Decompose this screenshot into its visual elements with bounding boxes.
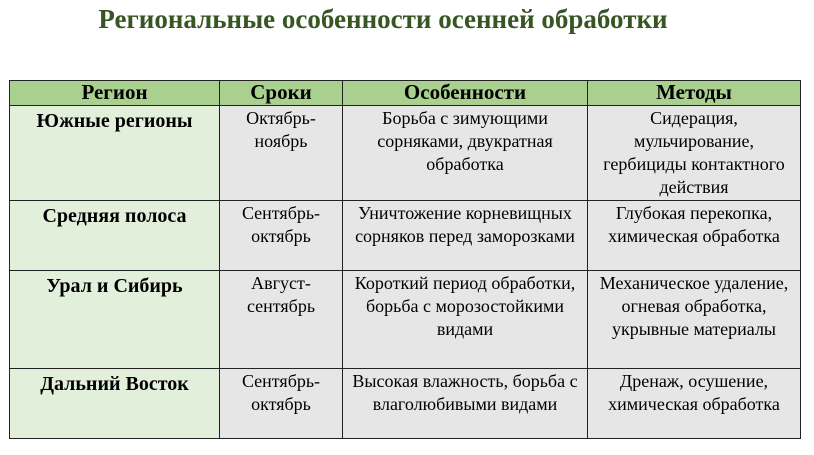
region-cell: Средняя полоса [10,201,220,271]
page-title: Региональные особенности осенней обработки [98,4,668,34]
table-row [10,369,801,439]
region-cell: Урал и Сибирь [10,271,220,369]
period-cell: Сентябрь- октябрь [220,369,343,439]
region-cell: Южные регионы [10,106,220,201]
table-row [10,106,801,201]
period-cell: Август- сентябрь [220,271,343,369]
regions-table [9,80,801,439]
features-cell: Короткий период обработки, борьба с морозостойкими видами [343,271,588,369]
methods-cell: Дренаж, осушение, химическая обработка [588,369,801,439]
features-cell: Высокая влажность, борьба с влаголюбивыми видами [343,369,588,439]
features-cell: Борьба с зимующими сорняками, двукратная обработка [343,106,588,201]
features-cell: Уничтожение корневищных сорняков перед заморозками [343,201,588,271]
period-cell: Сентябрь- октябрь [220,201,343,271]
table-row [10,271,801,369]
methods-cell: Глубокая перекопка, химическая обработка [588,201,801,271]
methods-cell: Сидерация, мульчирование, гербициды контактного действия [588,106,801,201]
header-region: Регион [10,81,220,106]
table-row [10,201,801,271]
header-features: Особенности [343,81,588,106]
region-cell: Дальний Восток [10,369,220,439]
header-period: Сроки [220,81,343,106]
table-header-row [10,81,801,106]
methods-cell: Механическое удаление, огневая обработка, укрывные материалы [588,271,801,369]
header-methods: Методы [588,81,801,106]
period-cell: Октябрь- ноябрь [220,106,343,201]
